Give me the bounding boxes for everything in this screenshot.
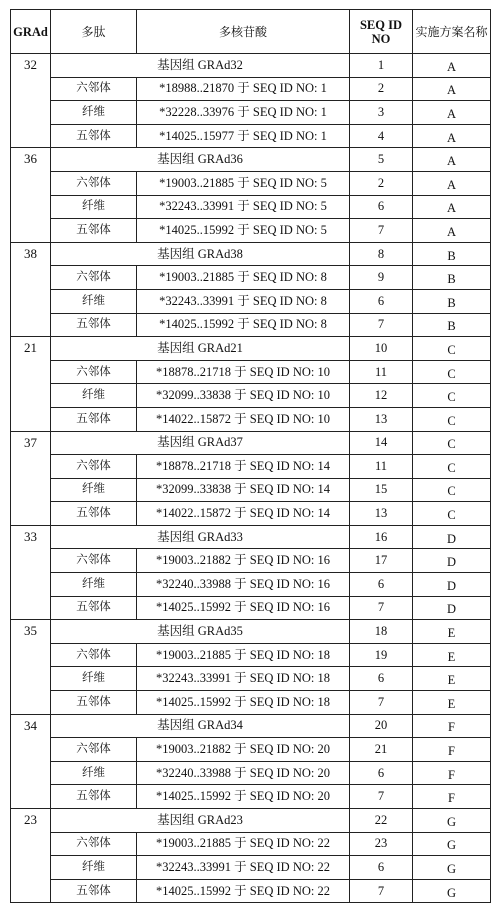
embodiment-cell: E	[413, 667, 491, 691]
polynucleotide-cell: *32243..33991 于 SEQ ID NO: 5	[137, 195, 350, 219]
polypeptide-cell: 六邻体	[51, 455, 137, 479]
embodiment-cell: E	[413, 691, 491, 715]
embodiment-cell: C	[413, 478, 491, 502]
embodiment-cell: D	[413, 549, 491, 573]
seq-id-cell: 5	[350, 148, 413, 172]
polynucleotide-cell: *14025..15977 于 SEQ ID NO: 1	[137, 124, 350, 148]
embodiment-cell: A	[413, 101, 491, 125]
polynucleotide-cell: *14025..15992 于 SEQ ID NO: 20	[137, 785, 350, 809]
polynucleotide-cell: *19003..21885 于 SEQ ID NO: 5	[137, 171, 350, 195]
polynucleotide-cell: *32240..33988 于 SEQ ID NO: 20	[137, 761, 350, 785]
embodiment-cell: A	[413, 54, 491, 78]
header-seq-id	[350, 10, 413, 54]
table-row	[11, 360, 491, 384]
polypeptide-cell: 五邻体	[51, 596, 137, 620]
embodiment-cell: C	[413, 407, 491, 431]
table-row	[11, 219, 491, 243]
seq-id-cell: 17	[350, 549, 413, 573]
grad-number-cell: 32	[11, 54, 51, 148]
polypeptide-cell: 纤维	[51, 101, 137, 125]
embodiment-cell: B	[413, 289, 491, 313]
seq-id-cell: 7	[350, 219, 413, 243]
polypeptide-cell: 五邻体	[51, 219, 137, 243]
genome-cell: 基因组 GRAd38	[51, 242, 350, 266]
table-row	[11, 289, 491, 313]
table-row	[11, 124, 491, 148]
header-seq-id-line2: NO	[371, 31, 391, 46]
seq-id-cell: 4	[350, 124, 413, 148]
seq-id-cell: 12	[350, 384, 413, 408]
table-row	[11, 242, 491, 266]
table-row	[11, 502, 491, 526]
seq-id-cell: 7	[350, 313, 413, 337]
seq-id-cell: 8	[350, 242, 413, 266]
seq-id-cell: 2	[350, 77, 413, 101]
table-row	[11, 573, 491, 597]
polypeptide-cell: 五邻体	[51, 879, 137, 903]
table-row	[11, 54, 491, 78]
polypeptide-cell: 纤维	[51, 289, 137, 313]
embodiment-cell: D	[413, 573, 491, 597]
table-row	[11, 525, 491, 549]
polynucleotide-cell: *32228..33976 于 SEQ ID NO: 1	[137, 101, 350, 125]
seq-id-cell: 6	[350, 667, 413, 691]
table-row	[11, 313, 491, 337]
polynucleotide-cell: *14025..15992 于 SEQ ID NO: 16	[137, 596, 350, 620]
polynucleotide-cell: *32243..33991 于 SEQ ID NO: 22	[137, 856, 350, 880]
grad-number-cell: 35	[11, 620, 51, 714]
embodiment-cell: F	[413, 714, 491, 738]
polypeptide-cell: 纤维	[51, 573, 137, 597]
embodiment-cell: C	[413, 337, 491, 361]
embodiment-cell: B	[413, 313, 491, 337]
table-row	[11, 384, 491, 408]
seq-id-cell: 13	[350, 502, 413, 526]
table-row	[11, 879, 491, 903]
polypeptide-cell: 纤维	[51, 667, 137, 691]
embodiment-cell: C	[413, 502, 491, 526]
polypeptide-cell: 五邻体	[51, 785, 137, 809]
table-row	[11, 337, 491, 361]
embodiment-cell: G	[413, 832, 491, 856]
polynucleotide-cell: *18878..21718 于 SEQ ID NO: 14	[137, 455, 350, 479]
polynucleotide-cell: *19003..21885 于 SEQ ID NO: 8	[137, 266, 350, 290]
polynucleotide-cell: *32243..33991 于 SEQ ID NO: 18	[137, 667, 350, 691]
polypeptide-cell: 五邻体	[51, 124, 137, 148]
polynucleotide-cell: *14022..15872 于 SEQ ID NO: 10	[137, 407, 350, 431]
table-row	[11, 195, 491, 219]
embodiment-cell: F	[413, 785, 491, 809]
polypeptide-cell: 纤维	[51, 478, 137, 502]
polypeptide-cell: 六邻体	[51, 360, 137, 384]
embodiment-cell: C	[413, 384, 491, 408]
polypeptide-cell: 五邻体	[51, 407, 137, 431]
table-row	[11, 714, 491, 738]
table-row	[11, 856, 491, 880]
grad-number-cell: 33	[11, 525, 51, 619]
polypeptide-cell: 五邻体	[51, 313, 137, 337]
table-row	[11, 101, 491, 125]
polynucleotide-cell: *14025..15992 于 SEQ ID NO: 18	[137, 691, 350, 715]
table-row	[11, 431, 491, 455]
polynucleotide-cell: *19003..21885 于 SEQ ID NO: 22	[137, 832, 350, 856]
grad-number-cell: 23	[11, 809, 51, 903]
embodiment-cell: F	[413, 738, 491, 762]
table-row	[11, 785, 491, 809]
seq-id-cell: 14	[350, 431, 413, 455]
grad-number-cell: 36	[11, 148, 51, 242]
table-row	[11, 148, 491, 172]
seq-id-cell: 6	[350, 856, 413, 880]
polypeptide-cell: 六邻体	[51, 549, 137, 573]
seq-id-cell: 19	[350, 643, 413, 667]
genome-cell: 基因组 GRAd34	[51, 714, 350, 738]
embodiment-cell: A	[413, 195, 491, 219]
polypeptide-cell: 六邻体	[51, 643, 137, 667]
genome-cell: 基因组 GRAd23	[51, 809, 350, 833]
seq-id-cell: 11	[350, 360, 413, 384]
table-row	[11, 667, 491, 691]
grad-number-cell: 38	[11, 242, 51, 336]
table-row	[11, 738, 491, 762]
seq-id-cell: 10	[350, 337, 413, 361]
seq-id-cell: 6	[350, 573, 413, 597]
table-row	[11, 266, 491, 290]
polypeptide-cell: 六邻体	[51, 77, 137, 101]
genome-cell: 基因组 GRAd36	[51, 148, 350, 172]
seq-id-cell: 7	[350, 691, 413, 715]
polypeptide-cell: 六邻体	[51, 171, 137, 195]
table-row	[11, 407, 491, 431]
seq-id-cell: 6	[350, 195, 413, 219]
polypeptide-cell: 纤维	[51, 384, 137, 408]
seq-id-cell: 2	[350, 171, 413, 195]
polypeptide-cell: 纤维	[51, 761, 137, 785]
header-grad: GRAd	[11, 10, 51, 54]
polynucleotide-cell: *18988..21870 于 SEQ ID NO: 1	[137, 77, 350, 101]
table-row	[11, 171, 491, 195]
polynucleotide-cell: *32243..33991 于 SEQ ID NO: 8	[137, 289, 350, 313]
seq-id-cell: 3	[350, 101, 413, 125]
polynucleotide-cell: *32099..33838 于 SEQ ID NO: 14	[137, 478, 350, 502]
genome-cell: 基因组 GRAd32	[51, 54, 350, 78]
polynucleotide-cell: *19003..21882 于 SEQ ID NO: 16	[137, 549, 350, 573]
polynucleotide-cell: *14025..15992 于 SEQ ID NO: 5	[137, 219, 350, 243]
seq-id-cell: 16	[350, 525, 413, 549]
seq-id-cell: 7	[350, 879, 413, 903]
seq-id-cell: 20	[350, 714, 413, 738]
header-embodiment: 实施方案名称	[413, 10, 491, 54]
polypeptide-cell: 五邻体	[51, 691, 137, 715]
embodiment-cell: G	[413, 879, 491, 903]
embodiment-cell: G	[413, 856, 491, 880]
polypeptide-cell: 纤维	[51, 856, 137, 880]
grad-number-cell: 37	[11, 431, 51, 525]
polynucleotide-cell: *14025..15992 于 SEQ ID NO: 22	[137, 879, 350, 903]
polynucleotide-cell: *19003..21885 于 SEQ ID NO: 18	[137, 643, 350, 667]
embodiment-cell: E	[413, 643, 491, 667]
embodiment-cell: A	[413, 77, 491, 101]
polypeptide-cell: 六邻体	[51, 266, 137, 290]
table-row	[11, 691, 491, 715]
seq-id-cell: 1	[350, 54, 413, 78]
genome-cell: 基因组 GRAd37	[51, 431, 350, 455]
table-row	[11, 761, 491, 785]
polypeptide-cell: 六邻体	[51, 738, 137, 762]
table-row	[11, 478, 491, 502]
table-row	[11, 643, 491, 667]
table-row	[11, 809, 491, 833]
seq-id-cell: 6	[350, 761, 413, 785]
embodiment-cell: C	[413, 455, 491, 479]
table-row	[11, 455, 491, 479]
table-row	[11, 596, 491, 620]
seq-id-cell: 22	[350, 809, 413, 833]
seq-id-cell: 9	[350, 266, 413, 290]
table-row	[11, 549, 491, 573]
embodiment-cell: A	[413, 148, 491, 172]
seq-id-cell: 15	[350, 478, 413, 502]
seq-id-cell: 7	[350, 785, 413, 809]
header-row	[11, 10, 491, 54]
embodiment-cell: G	[413, 809, 491, 833]
embodiment-cell: E	[413, 620, 491, 644]
table-row	[11, 620, 491, 644]
seq-id-cell: 13	[350, 407, 413, 431]
header-polynucleotide: 多核苷酸	[137, 10, 350, 54]
seq-id-cell: 23	[350, 832, 413, 856]
genome-cell: 基因组 GRAd21	[51, 337, 350, 361]
seq-id-cell: 11	[350, 455, 413, 479]
polynucleotide-cell: *32099..33838 于 SEQ ID NO: 10	[137, 384, 350, 408]
table-row	[11, 832, 491, 856]
embodiment-cell: F	[413, 761, 491, 785]
polynucleotide-cell: *18878..21718 于 SEQ ID NO: 10	[137, 360, 350, 384]
grad-number-cell: 21	[11, 337, 51, 431]
polypeptide-cell: 六邻体	[51, 832, 137, 856]
polypeptide-cell: 纤维	[51, 195, 137, 219]
sequence-table	[10, 9, 491, 903]
seq-id-cell: 18	[350, 620, 413, 644]
header-seq-id-line1: SEQ ID	[359, 17, 403, 32]
seq-id-cell: 6	[350, 289, 413, 313]
header-polypeptide: 多肽	[51, 10, 137, 54]
table-body	[11, 54, 491, 903]
embodiment-cell: A	[413, 124, 491, 148]
seq-id-cell: 7	[350, 596, 413, 620]
embodiment-cell: A	[413, 219, 491, 243]
polynucleotide-cell: *14022..15872 于 SEQ ID NO: 14	[137, 502, 350, 526]
embodiment-cell: B	[413, 242, 491, 266]
polynucleotide-cell: *32240..33988 于 SEQ ID NO: 16	[137, 573, 350, 597]
embodiment-cell: B	[413, 266, 491, 290]
polynucleotide-cell: *14025..15992 于 SEQ ID NO: 8	[137, 313, 350, 337]
genome-cell: 基因组 GRAd33	[51, 525, 350, 549]
embodiment-cell: D	[413, 525, 491, 549]
embodiment-cell: C	[413, 360, 491, 384]
seq-id-cell: 21	[350, 738, 413, 762]
polynucleotide-cell: *19003..21882 于 SEQ ID NO: 20	[137, 738, 350, 762]
embodiment-cell: C	[413, 431, 491, 455]
embodiment-cell: D	[413, 596, 491, 620]
embodiment-cell: A	[413, 171, 491, 195]
table-row	[11, 77, 491, 101]
polypeptide-cell: 五邻体	[51, 502, 137, 526]
table-header	[11, 10, 491, 54]
genome-cell: 基因组 GRAd35	[51, 620, 350, 644]
grad-number-cell: 34	[11, 714, 51, 808]
